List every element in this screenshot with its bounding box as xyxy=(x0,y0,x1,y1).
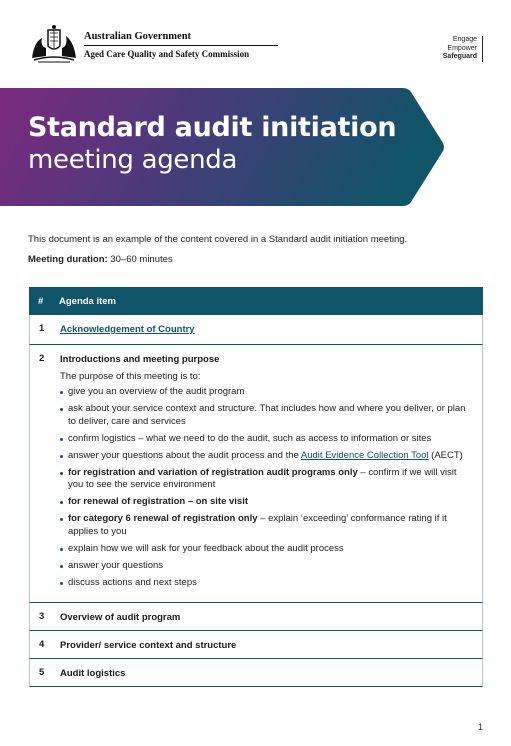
row-title: Overview of audit program xyxy=(60,612,181,623)
table-header-row xyxy=(29,287,483,315)
list-item: answer your questions xyxy=(60,560,472,573)
header-number: # xyxy=(38,295,44,307)
list-item: discuss actions and next steps xyxy=(60,577,472,590)
list-item: for registration and variation of registration audit programs only – confirm if we will visit you to see the service environment xyxy=(60,467,472,492)
agency-name: Aged Care Quality and Safety Commission xyxy=(84,49,250,59)
purpose-intro: The purpose of this meeting is to: xyxy=(60,371,201,382)
table-row xyxy=(29,659,483,687)
header-divider xyxy=(84,45,278,46)
tagline-bar xyxy=(482,36,484,62)
row-title: Introductions and meeting purpose xyxy=(60,354,220,365)
page-number: 1 xyxy=(477,722,483,732)
row-title: Provider/ service context and structure xyxy=(60,640,237,651)
table-row xyxy=(29,315,483,345)
list-item: give you an overview of the audit program xyxy=(60,386,472,399)
agenda-table xyxy=(29,287,483,687)
document-title xyxy=(28,112,428,176)
row-number: 2 xyxy=(39,353,45,364)
row-number: 1 xyxy=(39,323,45,334)
coat-of-arms-icon xyxy=(28,24,80,64)
duration-label: Meeting duration: xyxy=(28,254,108,265)
aect-link[interactable]: Audit Evidence Collection Tool xyxy=(300,449,429,461)
header-agenda-item: Agenda item xyxy=(59,295,117,307)
list-item: answer your questions about the audit process and the Audit Evidence Collection Tool (AECT) xyxy=(60,450,472,463)
title-line-1: Standard audit initiation xyxy=(28,112,397,143)
acknowledgement-link[interactable]: Acknowledgement of Country xyxy=(60,324,195,335)
row-number: 3 xyxy=(39,611,45,622)
government-name: Australian Government xyxy=(84,31,192,42)
purpose-list xyxy=(60,386,472,589)
table-row xyxy=(29,603,483,631)
meeting-duration xyxy=(28,253,173,266)
tagline xyxy=(443,36,477,62)
list-item: for renewal of registration – on site visit xyxy=(60,496,472,509)
title-line-2: meeting agenda xyxy=(28,145,238,175)
row-number: 5 xyxy=(39,667,45,678)
list-item: explain how we will ask for your feedback about the audit process xyxy=(60,543,472,556)
table-row xyxy=(29,345,483,603)
intro-text: This document is an example of the content covered in a Standard audit initiation meeting. xyxy=(28,234,408,245)
row-number: 4 xyxy=(39,639,45,650)
list-item: for category 6 renewal of registration only – explain ‘exceeding’ conformance rating if it applies to you xyxy=(60,513,472,538)
list-item: ask about your service context and structure. That includes how and where you deliver, or plan to deliver, care and services xyxy=(60,403,472,428)
row-title: Audit logistics xyxy=(60,668,126,679)
tagline-safeguard: Safeguard xyxy=(442,53,477,60)
table-row xyxy=(29,631,483,659)
tagline-empower: Empower xyxy=(447,44,477,52)
duration-value: 30–60 minutes xyxy=(107,254,173,265)
tagline-engage: Engage xyxy=(452,36,477,43)
list-item: confirm logistics – what we need to do the audit, such as access to information or sites xyxy=(60,433,472,446)
government-header xyxy=(28,24,483,68)
